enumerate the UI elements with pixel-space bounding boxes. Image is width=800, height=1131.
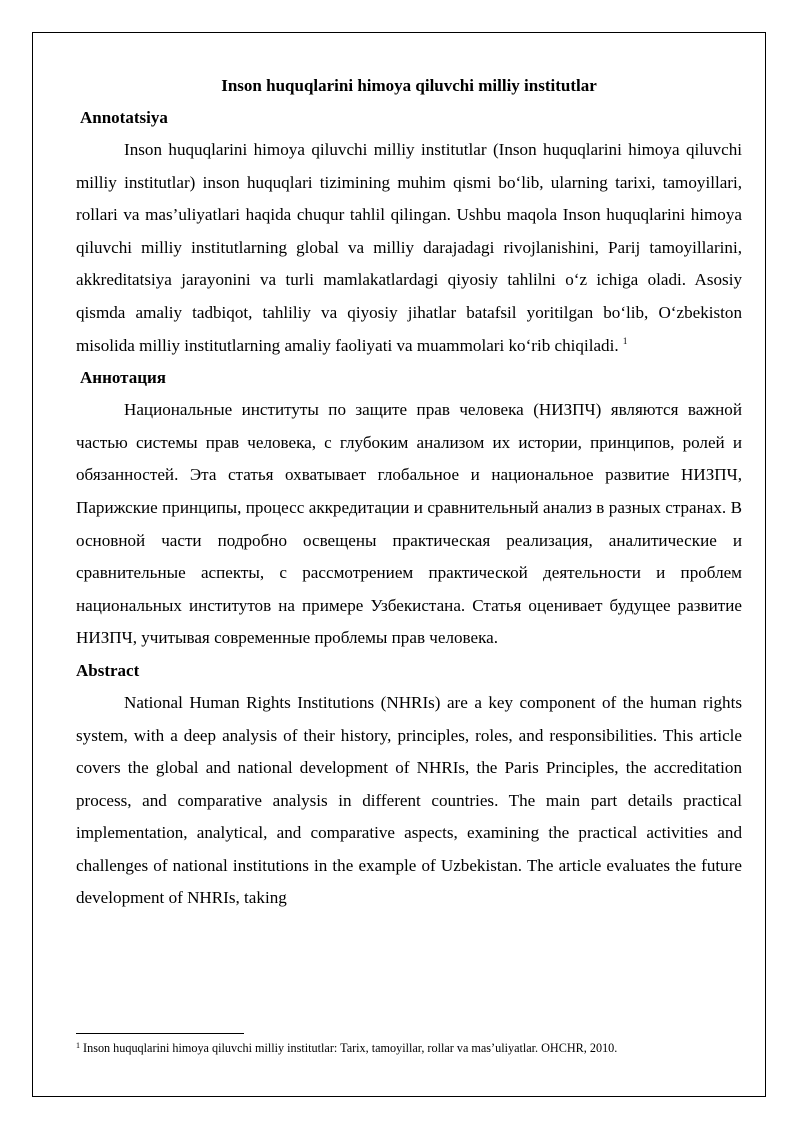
section-heading-uz: Annotatsiya [80,108,168,127]
footnote-separator [76,1033,244,1034]
section-heading-en: Abstract [76,660,140,680]
abstract-text-uz: Inson huquqlarini himoya qiluvchi milliy institutlar (Inson huquqlarini himoya qiluvchi milliy institutlar) inson huquqlari tizimining muhim qismi bo‘lib, ularning tarixi, tamoyillari, rollari va mas’uliyatlari haqida chuqur tahlil qilingan. Ushbu maqola Inson huquqlarini himoya qiluvchi milliy institutlarning global va milliy darajadagi rivojlanishini, Parij tamoyillarini, akkreditatsiya jarayonini va turli mamlakatlardagi qiyosiy tahlilni o‘z ichiga oladi. Asosiy qismda amaliy tadbiqot, tahliliy va qiyosiy jihatlar batafsil yoritilgan bo‘lib, O‘zbekiston misolida milliy institutlarning amaliy faoliyati va muammolari ko‘rib chiqiladi. [76,140,742,355]
document-title: Inson huquqlarini himoya qiluvchi milliy institutlar [221,76,597,95]
abstract-paragraph-ru: Национальные институты по защите прав человека (НИЗПЧ) являются важной частью системы прав человека, с глубоким анализом их истории, принципов, ролей и обязанностей. Эта статья охватывает глобальное и национальное развитие НИЗПЧ, Парижские принципы, процесс аккредитации и сравнительный анализ в разных странах. В основной части подробно освещены практическая реализация, аналитические и сравнительные аспекты, с рассмотрением практической деятельности и проблем национальных институтов на примере Узбекистана. Статья оценивает будущее развитие НИЗПЧ, учитывая современные проблемы прав человека. [76,400,742,648]
footnote-text: Inson huquqlarini himoya qiluvchi milliy institutlar: Tarix, tamoyillar, rollar va mas’uliyatlar. OHCHR, 2010. [83,1041,618,1055]
footnote [76,1040,742,1056]
section-heading-ru: Аннотация [80,368,166,388]
abstract-paragraph-uz [76,134,742,362]
footnote-number: 1 [76,1041,80,1050]
abstract-paragraph-en: National Human Rights Institutions (NHRIs) are a key component of the human rights system, with a deep analysis of their history, principles, roles, and responsibilities. This article covers the global and national development of NHRIs, the Paris Principles, the accreditation process, and comparative analysis in different countries. The main part details practical implementation, analytical, and comparative aspects, examining the practical activities and challenges of national institutions in the example of Uzbekistan. The article evaluates the future development of NHRIs, taking [76,692,742,908]
document-body [76,70,742,915]
footnote-reference[interactable]: 1 [622,335,628,346]
